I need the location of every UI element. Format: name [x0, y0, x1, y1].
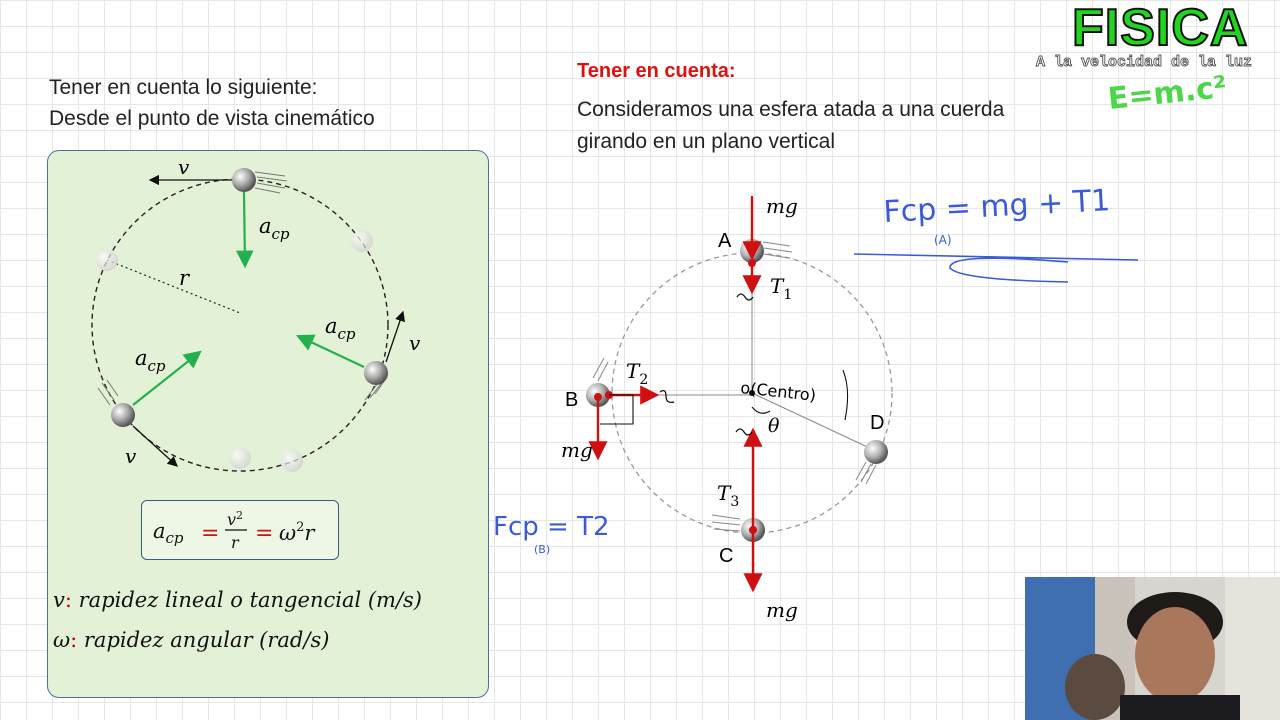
label-theta: θ	[768, 415, 780, 437]
label-point-a: A	[718, 230, 732, 252]
label-mg-b: mg	[561, 438, 593, 462]
label-t1: $T_1$	[770, 274, 793, 303]
v-label-top: v	[178, 155, 190, 179]
handwritten-fcp-b-sub: (B)	[534, 543, 551, 556]
label-centro: o(Centro)	[739, 378, 817, 405]
label-point-c: C	[719, 545, 734, 567]
person-shirt	[1120, 695, 1240, 720]
handwritten-underline	[854, 254, 1138, 260]
acp-label-left: $a_{cp}$	[135, 346, 166, 375]
bookshelf-toys	[1065, 654, 1125, 720]
formula-eq2: =	[255, 521, 274, 546]
person-face	[1135, 607, 1215, 703]
ball-d	[864, 440, 888, 464]
label-t2: $T_2$	[626, 359, 649, 388]
label-point-d: D	[870, 412, 885, 434]
label-mg-top: mg	[766, 194, 798, 218]
formula-denominator: r	[231, 533, 239, 552]
v-label-right: v	[409, 331, 421, 355]
tension-squiggle	[736, 429, 752, 435]
v-label-bottom: v	[125, 444, 137, 468]
tension-squiggle	[660, 391, 674, 403]
note-line-1: Consideramos una esfera atada a una cuerda	[577, 98, 1005, 121]
formula-eq1: =	[201, 521, 220, 546]
handwritten-fcp-a-sub: (A)	[934, 233, 952, 247]
note-line-2: girando en un plano vertical	[577, 130, 836, 153]
webcam-overlay	[1025, 577, 1280, 720]
handwritten-fcp-a: Fcp = mg + T1	[882, 183, 1111, 230]
handwritten-scribble	[950, 258, 1068, 282]
acp-label-top: $a_{cp}$	[259, 214, 290, 243]
acp-label-right: $a_{cp}$	[325, 314, 356, 343]
definition-v: v: rapidez lineal o tangencial (m/s)	[53, 588, 423, 612]
webcam-video	[1025, 577, 1280, 720]
channel-logo-subtitle: A la velocidad de la luz	[1036, 54, 1253, 71]
formula-omega: $\omega^2r$	[279, 520, 315, 545]
svg-text:acp: $a_{cp}$	[153, 519, 184, 547]
radius-label: r	[179, 266, 190, 290]
heading-line-1: Tener en cuenta lo siguiente:	[49, 76, 318, 99]
motion-hatch	[593, 242, 876, 531]
channel-logo-title: FISICA	[1072, 0, 1249, 57]
label-mg-bottom: mg	[766, 598, 798, 622]
heading-line-2: Desde el punto de vista cinemático	[49, 107, 375, 130]
label-point-b: B	[565, 389, 579, 411]
definition-omega: ω: rapidez angular (rad/s)	[53, 628, 330, 652]
note-title: Tener en cuenta:	[577, 60, 736, 82]
theta-arc	[752, 407, 770, 413]
formula-numerator: $v^2$	[227, 509, 244, 529]
centro-bracket	[843, 370, 848, 420]
tension-squiggle	[737, 294, 753, 300]
label-t3: $T_3$	[717, 481, 740, 510]
channel-logo-equation: E=m.c²	[1106, 69, 1229, 117]
handwritten-fcp-b: Fcp = T2	[493, 512, 610, 542]
formula-lhs: a	[153, 519, 166, 543]
